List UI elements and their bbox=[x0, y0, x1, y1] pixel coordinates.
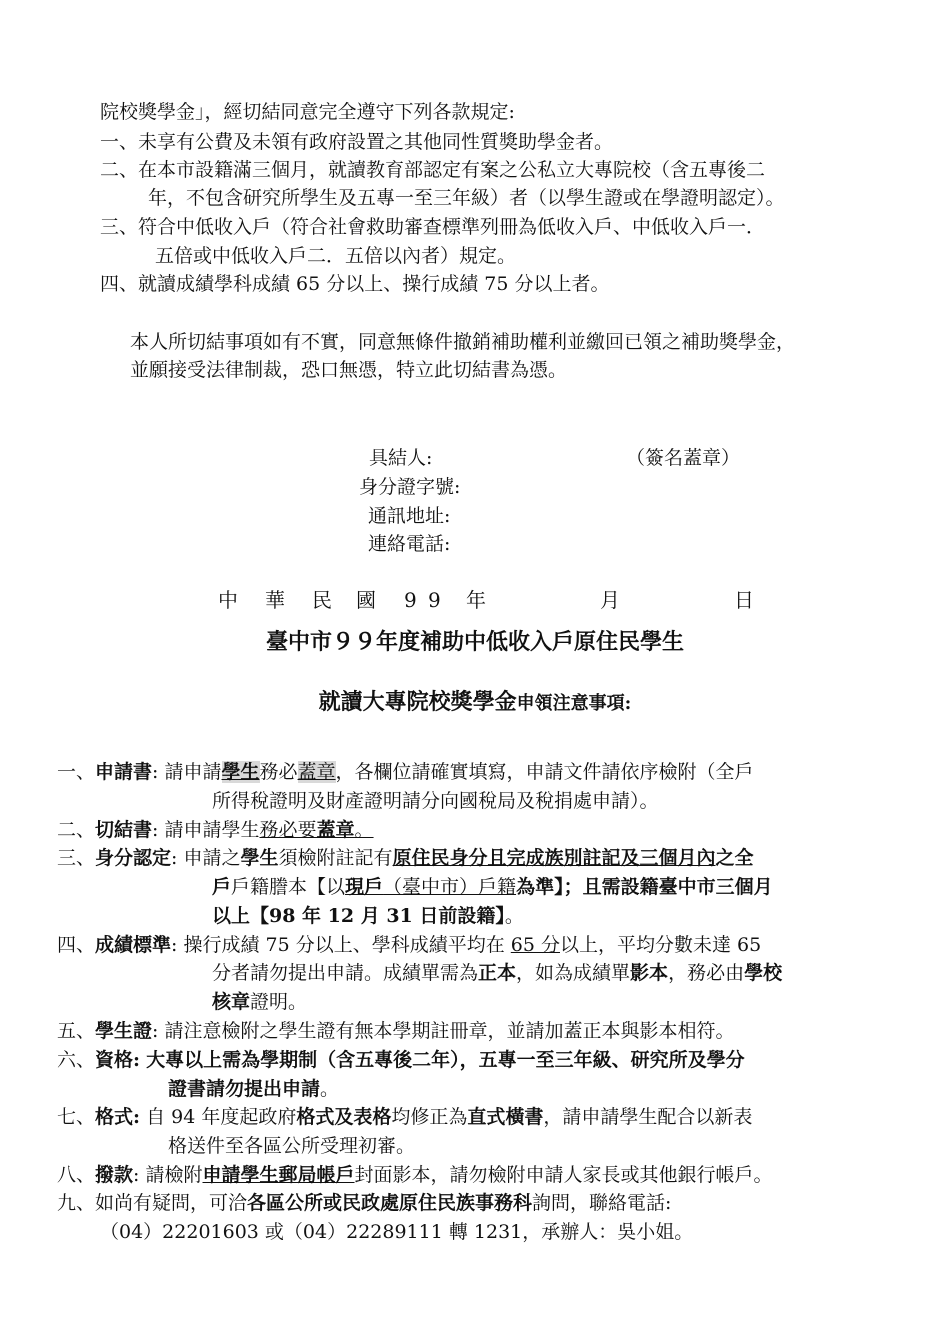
note-number: 二、 bbox=[57, 819, 96, 841]
phone-label: 連絡電話: bbox=[368, 533, 451, 555]
note-text: 戶籍謄本【以 bbox=[231, 876, 346, 898]
pledge-statement-1: 本人所切結事項如有不實，同意無條件撤銷補助權利並繳回已領之補助獎學金， bbox=[130, 331, 796, 353]
date-year-label: 年 bbox=[466, 588, 486, 612]
note-bold: 影本 bbox=[630, 962, 669, 984]
date-year-digit: 9 bbox=[404, 588, 417, 612]
note-4-cont-2 bbox=[212, 990, 307, 1014]
pledge-intro: 院校獎學金」，經切結同意完全遵守下列各款規定: bbox=[100, 101, 515, 123]
note-7-cont: 格送件至各區公所受理初審。 bbox=[168, 1135, 416, 1157]
notice-subtitle-small: 申領注意事項: bbox=[516, 693, 632, 714]
note-number: 七、 bbox=[57, 1106, 96, 1128]
note-text: 須檢附註記有 bbox=[278, 847, 393, 869]
note-4-cont-1 bbox=[212, 961, 782, 985]
note-colon: : bbox=[152, 761, 159, 783]
note-3-cont-1 bbox=[212, 875, 773, 899]
note-bold: 學生 bbox=[240, 847, 279, 869]
note-text: 如尚有疑問，可洽 bbox=[95, 1192, 248, 1214]
note-text: 以上，平均分數未達 65 bbox=[560, 934, 762, 956]
note-6 bbox=[57, 1048, 745, 1072]
note-text: ，請申請學生配合以新表 bbox=[543, 1106, 753, 1128]
pledge-rule-4: 四、就讀成績學科成績 65 分以上、操行成績 75 分以上者。 bbox=[100, 273, 610, 295]
note-heading: 申請書 bbox=[95, 761, 153, 783]
note-underline-bold: 現戶 bbox=[345, 876, 384, 898]
note-text: 務必 bbox=[259, 761, 298, 783]
pledge-rule-2: 二、在本市設籍滿三個月，就讀教育部認定有案之公私立大專院校（含五專後二 bbox=[100, 159, 766, 181]
highlight-stamp: 蓋章 bbox=[297, 761, 336, 783]
note-colon: : bbox=[152, 819, 159, 841]
date-char: 國 bbox=[356, 588, 376, 612]
pledge-rule-2-cont: 年，不包含研究所學生及五專一至三年級）者（以學生證或在學證明認定）。 bbox=[148, 187, 785, 209]
note-number: 九、 bbox=[57, 1192, 96, 1214]
note-5 bbox=[57, 1019, 735, 1043]
note-number: 六、 bbox=[57, 1049, 96, 1071]
note-bold: 核章 bbox=[212, 991, 251, 1013]
note-number: 四、 bbox=[57, 934, 96, 956]
note-bold: 之全 bbox=[715, 847, 754, 869]
note-bold: 格式及表格 bbox=[296, 1106, 392, 1128]
note-colon: : bbox=[171, 847, 178, 869]
date-char: 民 bbox=[312, 588, 332, 612]
note-bold: 證書請勿提出申請 bbox=[168, 1078, 321, 1100]
note-underline: 務必要 bbox=[259, 819, 317, 841]
note-underline-bold: 原住民身分且完成族別註記及三個月內 bbox=[392, 847, 716, 869]
note-text: 詢問，聯絡電話: bbox=[532, 1192, 672, 1214]
note-text: 封面影本，請勿檢附申請人家長或其他銀行帳戶。 bbox=[354, 1164, 773, 1186]
note-bold: 戶 bbox=[212, 876, 232, 898]
note-bold: 以上【98 年 12 月 31 日前設籍】 bbox=[212, 905, 505, 927]
note-number: 一、 bbox=[57, 761, 96, 783]
date-year-digit: 9 bbox=[428, 588, 441, 612]
note-text: 。 bbox=[504, 905, 524, 927]
note-text: 申請之 bbox=[183, 847, 241, 869]
note-bold: 為準】； bbox=[516, 876, 583, 898]
pledge-rule-1: 一、未享有公費及未領有政府設置之其他同性質獎助學金者。 bbox=[100, 131, 614, 153]
note-8 bbox=[57, 1163, 773, 1187]
note-underline-bold: 申請學生郵局帳戶 bbox=[202, 1164, 355, 1186]
date-char: 中 bbox=[218, 588, 238, 612]
note-text: 分者請勿提出申請。成績單需為 bbox=[212, 962, 479, 984]
note-9 bbox=[57, 1191, 671, 1215]
note-heading: 撥款 bbox=[95, 1164, 134, 1186]
note-text: 請申請 bbox=[164, 761, 222, 783]
note-underline: （臺中市）戶籍 bbox=[383, 876, 517, 898]
note-number: 八、 bbox=[57, 1164, 96, 1186]
note-underline: 65 分 bbox=[510, 934, 560, 956]
note-number: 三、 bbox=[57, 847, 96, 869]
note-text: ，如為成績單 bbox=[516, 962, 631, 984]
note-number: 五、 bbox=[57, 1020, 96, 1042]
pledge-statement-2: 並願接受法律制裁，恐口無憑，特立此切結書為憑。 bbox=[130, 359, 568, 381]
note-text: 請申請學生 bbox=[164, 819, 260, 841]
id-number-label: 身分證字號: bbox=[359, 476, 461, 498]
note-text: 證明。 bbox=[250, 991, 308, 1013]
pledge-rule-3-cont: 五倍或中低收入戶二．五倍以內者）規定。 bbox=[155, 245, 517, 267]
note-heading: 切結書 bbox=[95, 819, 153, 841]
signer-label: 具結人: bbox=[369, 447, 433, 469]
note-text: ，各欄位請確實填寫，申請文件請依序檢附（全戶 bbox=[335, 761, 754, 783]
note-heading: 身分認定 bbox=[95, 847, 172, 869]
note-bold: 各區公所或民政處原住民族事務科 bbox=[247, 1192, 533, 1214]
note-underline: 。 bbox=[354, 819, 374, 841]
note-6-cont bbox=[168, 1077, 339, 1101]
note-heading: 格式: bbox=[95, 1106, 141, 1128]
note-bold: 且需設籍臺中市三個月 bbox=[582, 876, 773, 898]
pledge-rule-3: 三、符合中低收入戶（符合社會救助審查標準列冊為低收入戶、中低收入戶一． bbox=[100, 216, 766, 238]
note-heading: 學生證 bbox=[95, 1020, 153, 1042]
highlight-student: 學生 bbox=[221, 761, 260, 783]
date-month-label: 月 bbox=[600, 588, 620, 612]
note-text: ，務必由 bbox=[668, 962, 745, 984]
note-colon: : bbox=[171, 934, 178, 956]
address-label: 通訊地址: bbox=[368, 505, 451, 527]
note-2 bbox=[57, 818, 374, 842]
note-1 bbox=[57, 760, 754, 784]
date-day-label: 日 bbox=[734, 588, 754, 612]
notice-title: 臺中市９９年度補助中低收入戶原住民學生 bbox=[265, 629, 684, 655]
note-3 bbox=[57, 846, 754, 870]
note-text: 均修正為 bbox=[391, 1106, 468, 1128]
note-heading: 資格: bbox=[95, 1049, 141, 1071]
notice-subtitle-main: 就讀大專院校獎學金 bbox=[318, 689, 517, 715]
note-text: 請注意檢附之學生證有無本學期註冊章，並請加蓋正本與影本相符。 bbox=[164, 1020, 735, 1042]
date-char: 華 bbox=[265, 588, 285, 612]
note-text: 操行成績 75 分以上、學科成績平均在 bbox=[183, 934, 511, 956]
note-7 bbox=[57, 1105, 752, 1129]
note-text: 自 94 年度起政府 bbox=[146, 1106, 297, 1128]
note-bold: 大專以上需為學期制（含五專後二年），五專一至三年級、研究所及學分 bbox=[146, 1049, 745, 1071]
note-bold: 直式橫書 bbox=[467, 1106, 544, 1128]
note-bold: 正本 bbox=[478, 962, 517, 984]
sign-note: （簽名蓋章） bbox=[626, 447, 741, 469]
note-3-cont-2 bbox=[212, 904, 524, 928]
note-text: 請檢附 bbox=[145, 1164, 203, 1186]
note-heading: 成績標準 bbox=[95, 934, 172, 956]
note-bold: 學校 bbox=[744, 962, 783, 984]
note-colon: : bbox=[152, 1020, 159, 1042]
note-colon: : bbox=[133, 1164, 140, 1186]
note-4 bbox=[57, 933, 761, 957]
note-text: 。 bbox=[320, 1078, 340, 1100]
note-1-cont: 所得稅證明及財產證明請分向國稅局及稅捐處申請）。 bbox=[212, 790, 659, 812]
note-9-contact: （04）22201603 或（04）22289111 轉 1231，承辦人：吳小姐。 bbox=[100, 1221, 694, 1243]
notice-subtitle bbox=[0, 688, 950, 718]
note-underline-bold: 蓋章 bbox=[316, 819, 355, 841]
